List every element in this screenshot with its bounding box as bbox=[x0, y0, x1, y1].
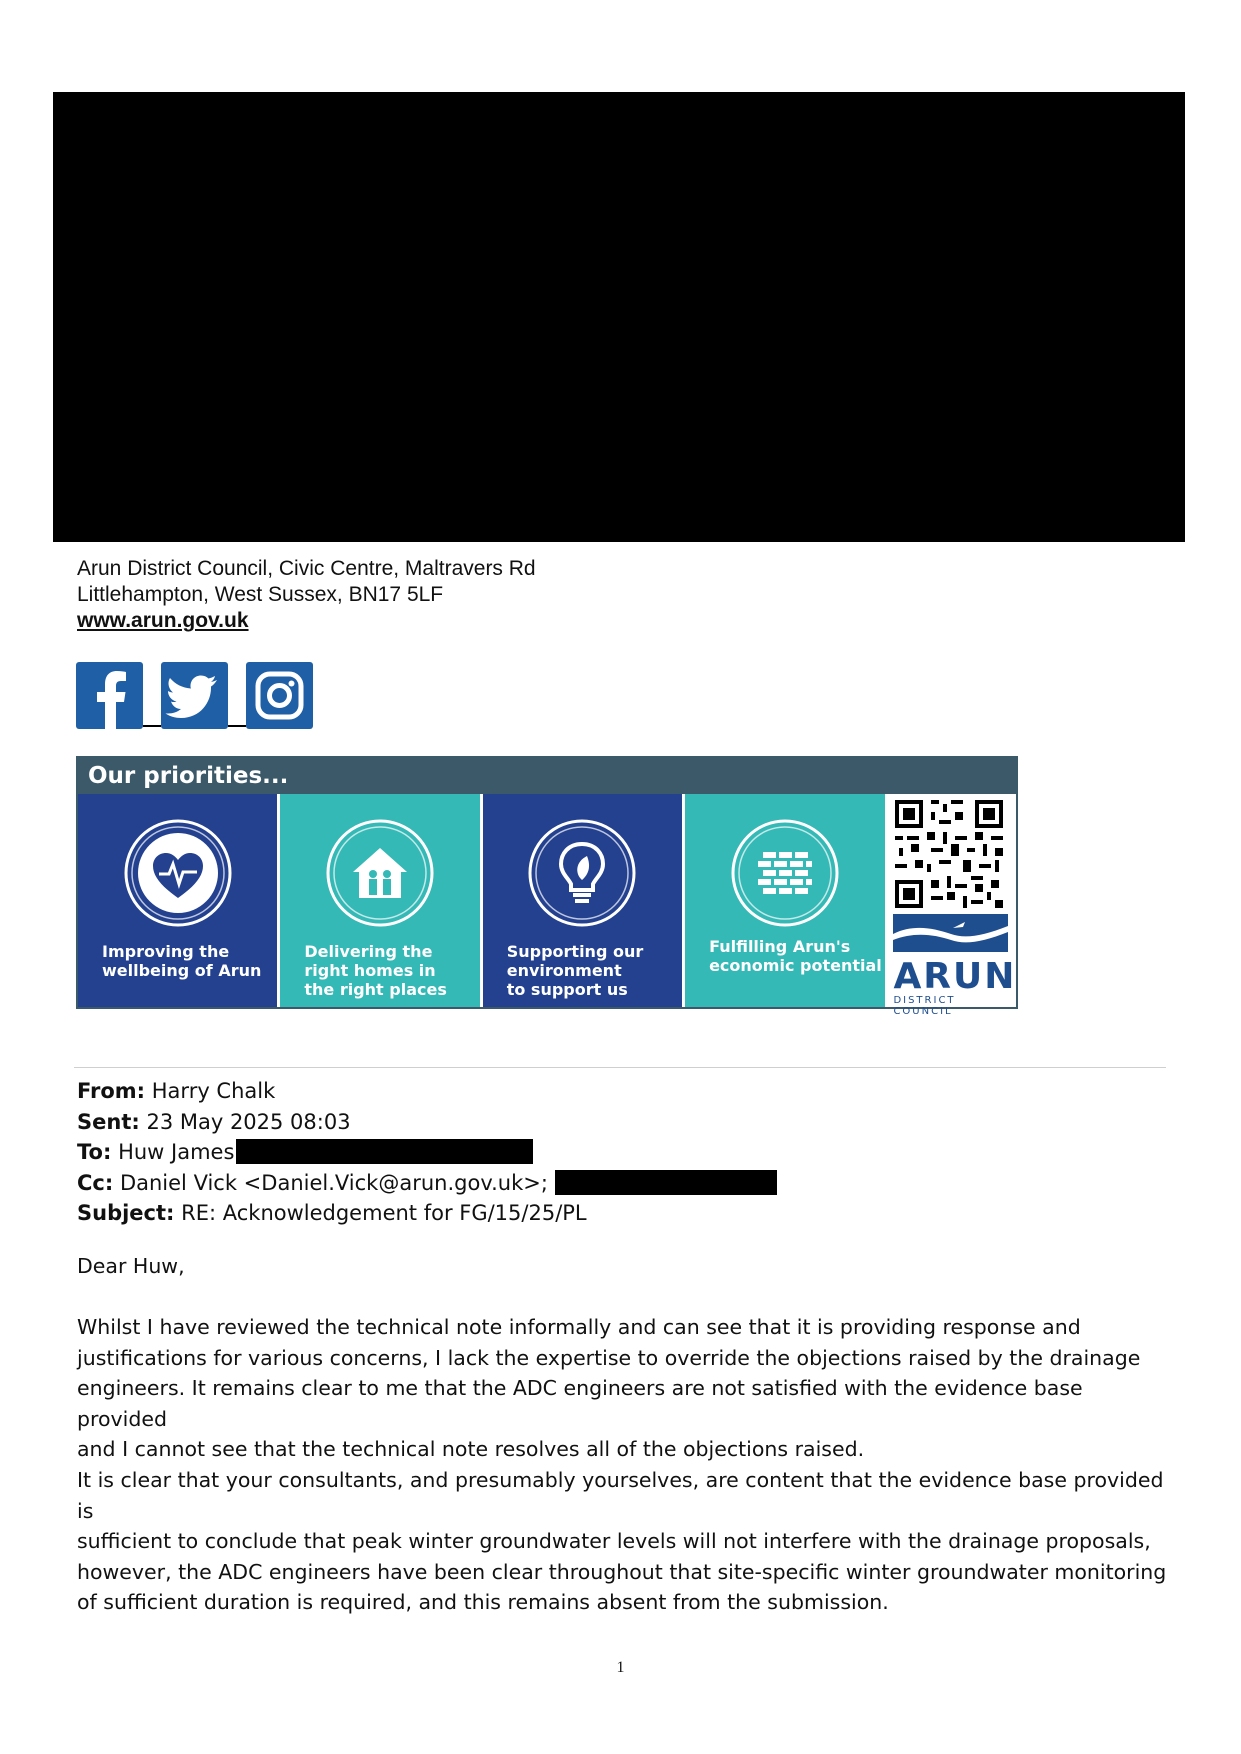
divider bbox=[74, 1067, 1166, 1068]
cc-line: Cc: Daniel Vick <Daniel.Vick@arun.gov.uk>; bbox=[77, 1168, 777, 1199]
sent-line: Sent: 23 May 2025 08:03 bbox=[77, 1109, 351, 1134]
page-number: 1 bbox=[616, 1659, 625, 1676]
brick-wall-icon bbox=[728, 816, 842, 930]
priority-label-homes: Delivering the right homes in the right places bbox=[304, 942, 447, 999]
arun-logo-word: ARUN bbox=[893, 956, 1017, 997]
twitter-icon[interactable] bbox=[161, 662, 228, 729]
from-line: From: Harry Chalk bbox=[77, 1079, 276, 1103]
email-header bbox=[77, 1076, 777, 1229]
priorities-banner bbox=[76, 756, 1018, 1017]
website-link[interactable]: www.arun.gov.uk bbox=[77, 609, 249, 632]
qr-code-icon[interactable] bbox=[895, 800, 1003, 908]
priority-tile-economy bbox=[685, 794, 885, 1007]
redacted-banner bbox=[53, 92, 1185, 542]
subject-line: Subject: RE: Acknowledgement for FG/15/25/PL bbox=[77, 1201, 587, 1225]
priority-label-economy: Fulfilling Arun's economic potential bbox=[709, 937, 882, 975]
address-line-2: Littlehampton, West Sussex, BN17 5LF bbox=[77, 583, 444, 606]
arun-logo bbox=[893, 914, 1017, 1017]
house-family-icon bbox=[323, 816, 437, 930]
arun-waves-icon bbox=[893, 914, 1008, 952]
priorities-heading: Our priorities... bbox=[88, 763, 289, 789]
instagram-icon[interactable] bbox=[246, 662, 313, 729]
redacted-to-address bbox=[236, 1139, 533, 1164]
priority-label-wellbeing: Improving the wellbeing of Arun bbox=[102, 942, 262, 980]
lightbulb-leaf-icon bbox=[525, 816, 639, 930]
address-line-1: Arun District Council, Civic Centre, Maltravers Rd bbox=[77, 557, 536, 580]
paragraph-2: It is clear that your consultants, and presumably yourselves, are content that the evidence base provided is sufficient to conclude that peak winter groundwater levels will not interfere with the drainage proposals, however, the ADC engineers have been clear throughout that site-specific winter groundwater monitoring of sufficient duration is required, and this remains absent from the submission. bbox=[77, 1468, 1167, 1614]
arun-logo-subtitle: DISTRICT COUNCIL bbox=[893, 995, 956, 1017]
qr-and-logo bbox=[885, 794, 1017, 1017]
priority-tile-wellbeing bbox=[78, 794, 280, 1007]
priority-tile-environment bbox=[483, 794, 685, 1007]
facebook-icon[interactable] bbox=[76, 662, 143, 729]
link-separator bbox=[228, 725, 246, 727]
paragraph-1: Whilst I have reviewed the technical note informally and can see that it is providing response and justifications for various concerns, I lack the expertise to override the objections raised by the drainage engineers. It remains clear to me that the ADC engineers are not satisfied with the evidence base provided and I cannot see that the technical note resolves all of the objections raised. bbox=[77, 1315, 1141, 1461]
redacted-cc-address bbox=[555, 1170, 777, 1195]
council-address bbox=[77, 556, 536, 634]
social-links bbox=[76, 659, 313, 729]
priority-label-environment: Supporting our environment to support us bbox=[506, 942, 644, 999]
priority-tile-homes bbox=[280, 794, 482, 1007]
link-separator bbox=[143, 725, 161, 727]
to-line: To: Huw James bbox=[77, 1137, 777, 1168]
heart-icon bbox=[121, 816, 235, 930]
greeting: Dear Huw, bbox=[77, 1254, 185, 1278]
